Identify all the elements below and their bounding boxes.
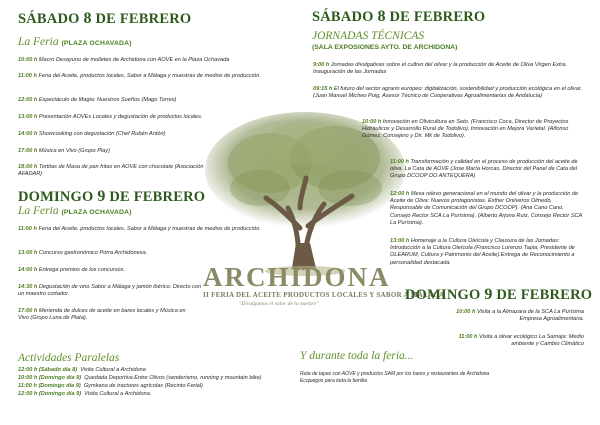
- paralelas-time: 12:00 h: [18, 367, 38, 373]
- paralelas-time: 12:00 h: [18, 391, 38, 397]
- paralelas-title: Actividades Paralelas: [18, 352, 120, 364]
- schedule-item: [18, 73, 280, 80]
- right-sunday-title: [405, 286, 592, 304]
- day-title-suffix: DE FEBRERO: [105, 189, 206, 205]
- left-saturday-place: [18, 36, 132, 48]
- schedule-time: 14:00 h: [18, 131, 38, 137]
- schedule-item: [390, 159, 585, 181]
- schedule-item: [390, 238, 585, 267]
- left-sunday-title: [18, 188, 205, 206]
- schedule-text: Merienda de dulces de aceite en bares locales y Música en Vivo (Grupo Luna de Plata).: [18, 308, 186, 322]
- place-location: (PLAZA OCHAVADA): [61, 40, 132, 47]
- day-title-number: 9: [97, 188, 106, 205]
- paralelas-day: (Domingo día 9): [38, 391, 82, 397]
- paralelas-day: (Domingo día 9): [38, 383, 81, 389]
- day-title-prefix: DOMINGO: [18, 189, 98, 205]
- schedule-item: [362, 119, 584, 141]
- schedule-time: 11:00 h: [18, 226, 37, 232]
- paralelas-time: 11:00 h: [18, 383, 37, 389]
- schedule-time: 14:30 h: [18, 284, 38, 290]
- schedule-item: [18, 284, 204, 299]
- day-title-prefix: SÁBADO: [18, 11, 84, 27]
- schedule-text: Feria del Aceite, productos locales, Sabor a Málaga y muestras de medios de producción.: [38, 226, 261, 232]
- schedule-item: [438, 334, 584, 348]
- paralelas-item: [18, 367, 146, 374]
- schedule-item: [18, 57, 288, 64]
- schedule-time: 10:00 h: [362, 119, 382, 125]
- schedule-text: Macro Desayuno de molletes de Archidona con AOVE en la Plaza Ochavada: [38, 57, 230, 63]
- schedule-time: 09:15 h: [313, 86, 333, 92]
- paralelas-day: (Sábado día 8): [38, 367, 78, 373]
- schedule-time: 11:00 h: [458, 334, 478, 340]
- schedule-text: Degustación de vino Sabor a Málaga y jamón ibérico. Directo con un maestro cortador.: [18, 284, 202, 298]
- durante-line: Ruta de tapas con AOVE y productos SAM por los bares y restaurantes de Archidona: [300, 371, 490, 377]
- day-title-suffix: DE FEBRERO: [385, 9, 486, 25]
- brand-name: ARCHIDONA: [203, 262, 391, 292]
- schedule-time: 12:00 h: [18, 97, 38, 103]
- day-title-prefix: SÁBADO: [312, 9, 378, 25]
- schedule-text: Jornadas divulgativas sobre el cultivo del olivar y la producción de Aceite de Oliva Virgen Extra. Inauguración de las Jornadas: [313, 62, 568, 76]
- paralelas-time: 10:00 h: [18, 375, 38, 381]
- durante-title: Y durante toda la feria...: [300, 350, 414, 362]
- schedule-text: Tortitas de Masa de pan fritas en AOVE con chocolate (Asociación AFADAR): [18, 164, 204, 178]
- schedule-text: Visita a la Almazara de la SCA La Purísima Empresa Agroalimentaria.: [476, 309, 584, 323]
- schedule-time: 9:00 h: [313, 62, 330, 68]
- day-title-prefix: DOMINGO: [405, 287, 485, 303]
- right-saturday-title: [312, 8, 485, 26]
- durante-line: Ecojuegos para toda la familia: [300, 378, 367, 384]
- paralelas-item: [18, 391, 151, 398]
- place-location: (PLAZA OCHAVADA): [61, 209, 132, 216]
- schedule-text: Homenaje a la Cultura Oleícola y Clausura de las Jornadas: Introducción a la Cultura Oleícola (Francisco Lorenzo Tapia, Presidente de OLEARUM, Cultura y Patrimonio del Aceite).Entrega de Reconocimiento a personalidad destacada.: [390, 238, 575, 266]
- schedule-time: 17:00 h: [18, 148, 38, 154]
- schedule-item: [18, 308, 193, 323]
- schedule-text: Innovación en Olivicultura en Seto. (Francisco Coca, Director de Proyectos Hidráulicos y Desarrollo Rural de Todolivo). Innovación en Mejora Varietal. (Alfonso Gómez, Consejero y Dir. Mk de Todolivo).: [362, 119, 569, 140]
- day-title-number: 8: [83, 10, 92, 27]
- schedule-text: Showcooking con degustación (Chef Rubén Antón): [38, 131, 166, 137]
- schedule-time: 13:00 h: [390, 238, 410, 244]
- schedule-time: 12:00 h: [390, 191, 410, 197]
- schedule-item: [18, 164, 218, 179]
- schedule-item: [18, 97, 288, 104]
- day-title-number: 8: [377, 8, 386, 25]
- schedule-text: Feria del Aceite, productos locales, Sabor a Málaga y muestras de medios de producción.: [38, 73, 261, 79]
- paralelas-text: Visita Cultural a Archidona.: [84, 391, 152, 397]
- schedule-time: 14:00 h: [18, 267, 38, 273]
- schedule-time: 10:00 h: [18, 57, 38, 63]
- schedule-text: Música en Vivo (Grupo Play): [38, 148, 110, 154]
- schedule-text: Mesa relevo generacional en el mundo del olivar y la producción de Aceite de Oliva: Nuevos protagonistas. Esther Oniiveros Olmedo, Responsable de Comunicación del Grupo DCOOP). (Ana Cano Cano, Consejo Rector SCA La Purísima). (Alberto Arjona Ruiz, Consejo Rector SCA La Purísima).: [390, 191, 583, 226]
- left-sunday-place: [18, 205, 132, 217]
- paralelas-text: Quedada Deportiva Entre Olivos (senderismo, running y mountain bike): [84, 375, 262, 381]
- schedule-time: 13:00 h: [18, 250, 38, 256]
- paralelas-text: Visita Cultural a Archidona: [80, 367, 146, 373]
- paralelas-text: Gymkana de tractores agrícolas (Recinto Ferial): [83, 383, 203, 389]
- paralelas-item: [18, 383, 203, 390]
- schedule-text: El futuro del sector agrario europeo: digitalización, sostenibilidad y producción ecológica en el olivar. (Juan Manuel Micheo Puig, Asesor Técnico de Cooperativas Agroalimentarias de Andalucía): [313, 86, 583, 100]
- schedule-item: [313, 62, 573, 76]
- left-saturday-title: [18, 10, 191, 28]
- schedule-time: 17:00 h: [18, 308, 38, 314]
- schedule-item: [390, 191, 585, 227]
- schedule-item: [313, 86, 585, 100]
- place-name: La Feria: [18, 36, 59, 48]
- paralelas-day: (Domingo día 9): [38, 375, 82, 381]
- schedule-text: Entrega premios de los concursos.: [38, 267, 125, 273]
- brand-subtitle: II FERIA DEL ACEITE PRODUCTOS LOCALES Y SABOR A MÁLAGA: [203, 291, 445, 299]
- day-title-suffix: DE FEBRERO: [91, 11, 192, 27]
- schedule-time: 11:00 h: [390, 159, 409, 165]
- schedule-text: Presentación AOVEs Locales y degustación de productos locales.: [38, 114, 203, 120]
- paralelas-item: [18, 375, 261, 382]
- schedule-text: Visita a olivar ecológico La Samaja: Medio ambiente y Cambio Climático: [479, 334, 584, 348]
- schedule-time: 18:00 h: [18, 164, 38, 170]
- place-name: La Feria: [18, 205, 59, 217]
- schedule-time: 11:00 h: [18, 73, 37, 79]
- schedule-text: Concurso gastronómico Porra Archidonesa.: [38, 250, 148, 256]
- day-title-suffix: DE FEBRERO: [492, 287, 593, 303]
- schedule-time: 13:00 h: [18, 114, 38, 120]
- brand-tagline: "Divulgamos el valor de lo nuestro": [239, 301, 319, 307]
- schedule-item: [452, 309, 584, 323]
- jornadas-location: (SALA EXPOSIONES AYTO. DE ARCHIDONA): [312, 44, 458, 51]
- schedule-text: Transformación y calidad en el proceso de producción del aceite de oliva. La Cata de AOVE (Jose María Horcas, Director del Panel de Cata del Grupo DCOOP DO ANTEQUERA): [390, 159, 578, 180]
- schedule-time: 10:00 h: [456, 309, 476, 315]
- jornadas-title: JORNADAS TÉCNICAS: [312, 30, 425, 42]
- day-title-number: 9: [484, 286, 493, 303]
- schedule-text: Espectáculo de Magia: Nuestros Sueños (Mago Torres): [38, 97, 177, 103]
